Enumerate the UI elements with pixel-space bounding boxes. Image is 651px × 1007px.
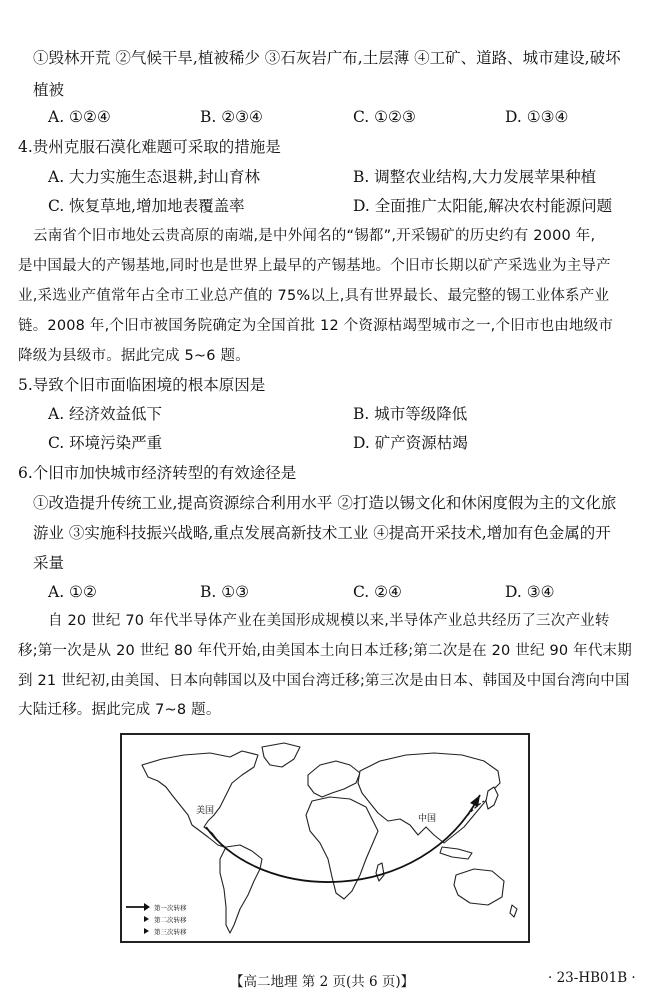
indonesia-outline [440, 847, 472, 859]
world-map-figure [120, 733, 530, 943]
passage2-line1: 自 20 世纪 70 年代半导体产业在美国形成规模以来,半导体产业总共经历了三次产业转 [48, 613, 610, 629]
footer-code: · 23-HB01B · [548, 970, 636, 986]
q5-choice-b: B. 城市等级降低 [353, 405, 468, 423]
q3-choice-b: B. ②③④ [200, 108, 263, 126]
map-legend [126, 903, 187, 936]
passage1-line3: 业,采选业产值常年占全市工业总产值的 75%以上,具有世界最长、最完整的锡工业体系产业 [18, 288, 610, 304]
q6-choice-b: B. ①③ [200, 583, 250, 601]
q3-choice-a: A. ①②④ [48, 108, 111, 126]
label-china: 中国 [418, 814, 437, 824]
q6-choice-a: A. ①② [48, 583, 97, 601]
q4-choice-d: D. 全面推广太阳能,解决农村能源问题 [353, 197, 613, 215]
q4-choice-c: C. 恢复草地,增加地表覆盖率 [48, 197, 245, 215]
q4-stem: 4.贵州克服石漠化难题可采取的措施是 [18, 138, 281, 156]
passage1-line2: 是中国最大的产锡基地,同时也是世界上最早的产锡基地。个旧市长期以矿产采选业为主导产 [18, 258, 611, 274]
q3-options-line2: 植被 [33, 81, 65, 99]
madagascar-outline [376, 863, 384, 881]
legend-second-transfer: 第二次转移 [154, 916, 187, 924]
q5-choice-d: D. 矿产资源枯竭 [353, 434, 468, 452]
passage2-line2: 移;第一次是从 20 世纪 80 年代开始,由美国本土向日本迁移;第二次是在 20 世纪 90 年代末期 [18, 643, 632, 659]
africa-outline [306, 797, 378, 899]
world-map [122, 735, 528, 941]
passage2-line4: 大陆迁移。据此完成 7~8 题。 [18, 702, 221, 718]
new-zealand-outline [510, 905, 517, 917]
q4-choice-b: B. 调整农业结构,大力发展苹果种植 [353, 168, 597, 186]
q6-options-line2: 游业 ③实施科技振兴战略,重点发展高新技术工业 ④提高开采技术,增加有色金属的开 [33, 524, 611, 542]
footer-page-info: 【高二地理 第 2 页(共 6 页)】 [230, 974, 415, 990]
label-usa: 美国 [196, 806, 215, 816]
q3-choice-d: D. ①③④ [505, 108, 569, 126]
passage2-line3: 到 21 世纪初,由美国、日本向韩国以及中国台湾迁移;第三次是由日本、韩国及中国台湾向中国 [18, 673, 630, 689]
q3-options-line1: ①毁林开荒 ②气候干旱,植被稀少 ③石灰岩广布,土层薄 ④工矿、道路、城市建设,破坏 [33, 49, 621, 67]
europe-outline [308, 761, 360, 797]
australia-outline [454, 869, 504, 905]
passage1-line1: 云南省个旧市地处云贵高原的南端,是中外闻名的“锡都”,开采锡矿的历史约有 2000 年, [33, 228, 596, 244]
q6-choice-c: C. ②④ [353, 583, 402, 601]
legend-third-transfer: 第三次转移 [154, 928, 187, 936]
q5-stem: 5.导致个旧市面临困境的根本原因是 [18, 376, 266, 394]
q5-choice-c: C. 环境污染严重 [48, 434, 163, 452]
q5-choice-a: A. 经济效益低下 [48, 405, 163, 423]
q6-choice-d: D. ③④ [505, 583, 555, 601]
q6-options-line1: ①改造提升传统工业,提高资源综合利用水平 ②打造以锡文化和休闲度假为主的文化旅 [33, 494, 617, 512]
q6-stem: 6.个旧市加快城市经济转型的有效途径是 [18, 464, 297, 482]
q4-choice-a: A. 大力实施生态退耕,封山育林 [48, 168, 260, 186]
passage1-line4: 链。2008 年,个旧市被国务院确定为全国首批 12 个资源枯竭型城市之一,个旧市也由地级市 [18, 318, 614, 334]
q3-choice-c: C. ①②③ [353, 108, 416, 126]
greenland-outline [262, 743, 300, 767]
legend-first-transfer: 第一次转移 [154, 904, 187, 912]
passage1-line5: 降级为县级市。据此完成 5~6 题。 [18, 348, 250, 364]
q6-options-line3: 采量 [33, 554, 65, 572]
north-america-outline [142, 751, 258, 847]
